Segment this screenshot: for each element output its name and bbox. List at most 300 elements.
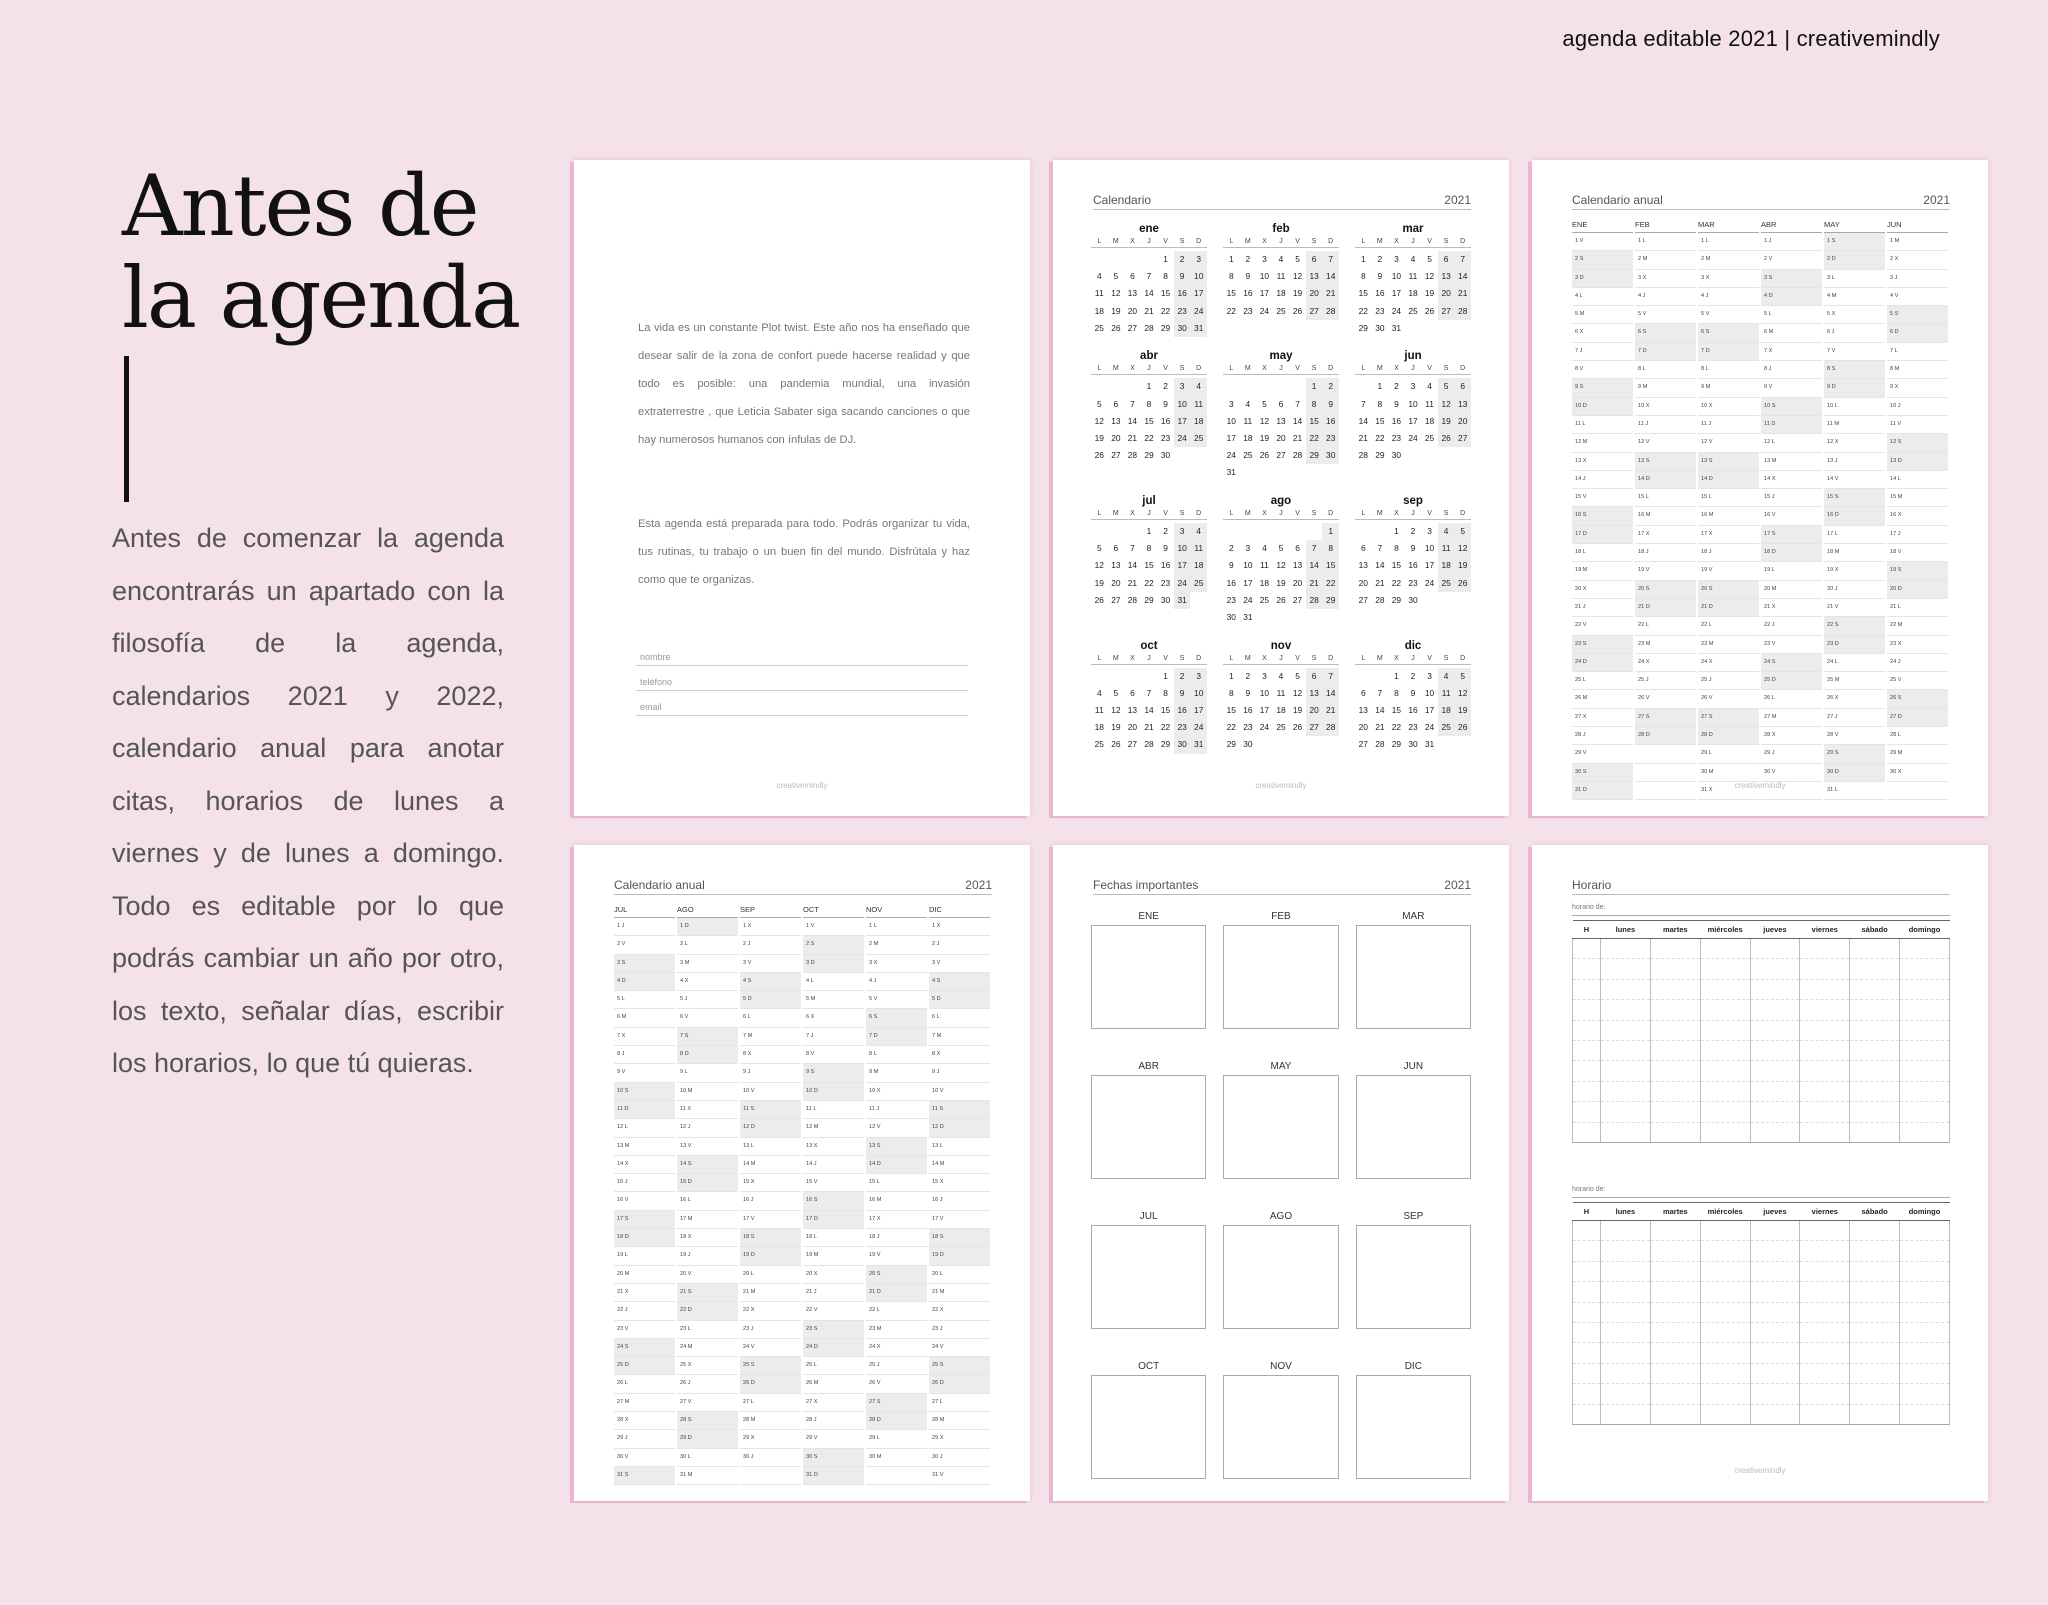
- day-cell[interactable]: 26: [1276, 594, 1286, 605]
- day-cell[interactable]: 8: [1146, 398, 1152, 409]
- schedule-cell[interactable]: [1601, 1102, 1651, 1122]
- schedule-cell[interactable]: [1573, 1322, 1601, 1342]
- annual-day-row[interactable]: 17 X: [1698, 526, 1759, 544]
- day-cell[interactable]: 26: [1454, 719, 1471, 736]
- day-cell[interactable]: 4: [1245, 398, 1251, 409]
- annual-day-row[interactable]: 22 L: [1698, 617, 1759, 635]
- day-cell[interactable]: 31: [1190, 736, 1207, 753]
- annual-day-row[interactable]: 15 L: [1698, 489, 1759, 507]
- day-cell[interactable]: 28: [1306, 592, 1323, 609]
- annual-day-row[interactable]: 21 D: [866, 1284, 927, 1302]
- day-cell[interactable]: 16: [1391, 415, 1402, 426]
- day-cell[interactable]: 23: [1226, 594, 1236, 605]
- annual-day-row[interactable]: 7 V: [1824, 343, 1885, 361]
- annual-day-row[interactable]: 15 X: [929, 1174, 990, 1192]
- annual-day-row[interactable]: 26 J: [677, 1375, 738, 1393]
- day-cell[interactable]: 30: [1174, 736, 1191, 753]
- day-cell[interactable]: 29: [1322, 592, 1339, 609]
- schedule-cell[interactable]: [1650, 1102, 1700, 1122]
- schedule-cell[interactable]: [1700, 1040, 1750, 1060]
- annual-day-row[interactable]: 21 M: [740, 1284, 801, 1302]
- schedule-cell[interactable]: [1900, 1081, 1950, 1101]
- day-cell[interactable]: 6: [1113, 543, 1119, 554]
- schedule-cell[interactable]: [1573, 1122, 1601, 1142]
- day-cell[interactable]: 17: [1174, 557, 1191, 574]
- annual-day-row[interactable]: 19 L: [614, 1247, 675, 1265]
- schedule-cell[interactable]: [1800, 1241, 1850, 1261]
- day-cell[interactable]: 5: [1113, 271, 1119, 282]
- schedule-cell[interactable]: [1800, 1102, 1850, 1122]
- annual-day-row[interactable]: 16 S: [1572, 507, 1633, 525]
- annual-day-row[interactable]: 5 L: [614, 991, 675, 1009]
- annual-day-row[interactable]: 22 L: [866, 1302, 927, 1320]
- schedule-cell[interactable]: [1800, 1000, 1850, 1020]
- schedule-cell[interactable]: [1573, 1081, 1601, 1101]
- day-cell[interactable]: 29: [1144, 594, 1154, 605]
- schedule-cell[interactable]: [1750, 979, 1800, 999]
- day-cell[interactable]: 2: [1394, 381, 1399, 392]
- schedule-cell[interactable]: [1900, 939, 1950, 959]
- annual-day-row[interactable]: 13 M: [1761, 453, 1822, 471]
- annual-day-row[interactable]: 3 V: [740, 955, 801, 973]
- day-cell[interactable]: 22: [1391, 577, 1402, 588]
- day-cell[interactable]: 21: [1127, 577, 1138, 588]
- day-cell[interactable]: 20: [1306, 285, 1323, 302]
- annual-day-row[interactable]: 26 L: [1761, 690, 1822, 708]
- schedule-cell[interactable]: [1750, 1261, 1800, 1281]
- day-cell[interactable]: 7: [1360, 398, 1366, 409]
- schedule-cell[interactable]: [1750, 1343, 1800, 1363]
- annual-day-row[interactable]: 10 L: [1824, 398, 1885, 416]
- day-cell[interactable]: 27: [1438, 303, 1455, 320]
- annual-day-row[interactable]: 18 S: [740, 1229, 801, 1247]
- day-cell[interactable]: 16: [1375, 288, 1385, 299]
- day-cell[interactable]: 13: [1292, 560, 1303, 571]
- schedule-cell[interactable]: [1800, 1322, 1850, 1342]
- annual-day-row[interactable]: 15 L: [866, 1174, 927, 1192]
- day-cell[interactable]: 9: [1394, 398, 1399, 409]
- annual-day-row[interactable]: 9 M: [1635, 379, 1696, 397]
- schedule-cell[interactable]: [1700, 939, 1750, 959]
- day-cell[interactable]: 16: [1322, 413, 1339, 430]
- annual-day-row[interactable]: 21 J: [803, 1284, 864, 1302]
- annual-day-row[interactable]: 25 D: [1761, 672, 1822, 690]
- day-cell[interactable]: 22: [1322, 575, 1339, 592]
- annual-day-row[interactable]: 27 S: [1635, 709, 1696, 727]
- day-cell[interactable]: 23: [1160, 432, 1171, 443]
- annual-day-row[interactable]: 8 J: [614, 1046, 675, 1064]
- annual-day-row[interactable]: 5 V: [1635, 306, 1696, 324]
- day-cell[interactable]: 11: [1438, 685, 1455, 702]
- day-cell[interactable]: 14: [1144, 704, 1154, 715]
- day-cell[interactable]: 22: [1226, 722, 1236, 733]
- day-cell[interactable]: 18: [1259, 577, 1270, 588]
- day-cell[interactable]: 18: [1276, 288, 1286, 299]
- annual-day-row[interactable]: 30 X: [1887, 764, 1948, 782]
- day-cell[interactable]: 13: [1454, 396, 1471, 413]
- annual-day-row[interactable]: 30 V: [1761, 764, 1822, 782]
- annual-day-row[interactable]: 13 M: [614, 1138, 675, 1156]
- annual-day-row[interactable]: 24 V: [929, 1339, 990, 1357]
- day-cell[interactable]: 28: [1322, 303, 1339, 320]
- annual-day-row[interactable]: 1 L: [1635, 233, 1696, 251]
- annual-day-row[interactable]: 16 M: [1698, 507, 1759, 525]
- annual-day-row[interactable]: 25 L: [803, 1357, 864, 1375]
- annual-day-row[interactable]: 24 X: [1698, 654, 1759, 672]
- schedule-cell[interactable]: [1800, 1343, 1850, 1363]
- schedule-cell[interactable]: [1750, 1282, 1800, 1302]
- annual-day-row[interactable]: 29 X: [929, 1430, 990, 1448]
- schedule-cell[interactable]: [1750, 1000, 1800, 1020]
- day-cell[interactable]: 11: [1094, 704, 1104, 715]
- day-cell[interactable]: 24: [1190, 719, 1207, 736]
- annual-day-row[interactable]: 1 S: [1824, 233, 1885, 251]
- day-cell[interactable]: 6: [1454, 378, 1471, 395]
- day-cell[interactable]: 9: [1245, 271, 1251, 282]
- day-cell[interactable]: 16: [1226, 577, 1236, 588]
- schedule-cell[interactable]: [1900, 1302, 1950, 1322]
- day-cell[interactable]: 13: [1111, 415, 1121, 426]
- annual-day-row[interactable]: 15 D: [677, 1174, 738, 1192]
- schedule-cell[interactable]: [1800, 1282, 1850, 1302]
- day-cell[interactable]: 31: [1424, 739, 1435, 750]
- annual-day-row[interactable]: 19 S: [1887, 562, 1948, 580]
- day-cell[interactable]: 15: [1322, 557, 1339, 574]
- day-cell[interactable]: 18: [1276, 704, 1286, 715]
- annual-day-row[interactable]: 11 L: [1572, 416, 1633, 434]
- schedule-cell[interactable]: [1900, 1404, 1950, 1424]
- day-cell[interactable]: 3: [1262, 670, 1267, 681]
- annual-day-row[interactable]: 10 J: [1887, 398, 1948, 416]
- day-cell[interactable]: 24: [1424, 577, 1435, 588]
- annual-day-row[interactable]: 11 S: [740, 1101, 801, 1119]
- day-cell[interactable]: 10: [1424, 687, 1435, 698]
- day-cell[interactable]: 1: [1322, 523, 1339, 540]
- annual-day-row[interactable]: 4 S: [929, 973, 990, 991]
- annual-day-row[interactable]: 5 V: [866, 991, 927, 1009]
- day-cell[interactable]: 19: [1292, 704, 1303, 715]
- annual-day-row[interactable]: 12 D: [929, 1119, 990, 1137]
- day-cell[interactable]: 18: [1424, 415, 1435, 426]
- day-cell[interactable]: 7: [1322, 251, 1339, 268]
- day-cell[interactable]: 12: [1292, 687, 1303, 698]
- annual-day-row[interactable]: 1 V: [1572, 233, 1633, 251]
- day-cell[interactable]: 17: [1424, 560, 1435, 571]
- day-cell[interactable]: 14: [1292, 415, 1303, 426]
- annual-day-row[interactable]: 13 S: [1635, 453, 1696, 471]
- day-cell[interactable]: 15: [1375, 415, 1385, 426]
- schedule-cell[interactable]: [1850, 1404, 1900, 1424]
- annual-day-row[interactable]: 19 M: [1572, 562, 1633, 580]
- annual-day-row[interactable]: 20 S: [866, 1266, 927, 1284]
- annual-day-row[interactable]: 20 V: [677, 1266, 738, 1284]
- annual-day-row[interactable]: 27 X: [803, 1394, 864, 1412]
- day-cell[interactable]: 26: [1094, 594, 1104, 605]
- day-cell[interactable]: 27: [1127, 322, 1138, 333]
- annual-day-row[interactable]: 9 V: [614, 1064, 675, 1082]
- annual-day-row[interactable]: 27 S: [866, 1394, 927, 1412]
- schedule-cell[interactable]: [1650, 1040, 1700, 1060]
- day-cell[interactable]: 5: [1295, 254, 1300, 264]
- day-cell[interactable]: 29: [1391, 739, 1402, 750]
- annual-day-row[interactable]: 8 L: [1635, 361, 1696, 379]
- day-cell[interactable]: 25: [1408, 305, 1418, 316]
- day-cell[interactable]: 3: [1245, 543, 1251, 554]
- day-cell[interactable]: 31: [1391, 322, 1402, 333]
- annual-day-row[interactable]: 2 L: [677, 936, 738, 954]
- schedule-cell[interactable]: [1700, 1102, 1750, 1122]
- day-cell[interactable]: 12: [1111, 704, 1121, 715]
- schedule-cell[interactable]: [1900, 1384, 1950, 1404]
- schedule-cell[interactable]: [1573, 959, 1601, 979]
- annual-day-row[interactable]: 6 M: [614, 1009, 675, 1027]
- schedule-cell[interactable]: [1601, 1000, 1651, 1020]
- day-cell[interactable]: 12: [1111, 288, 1121, 299]
- day-cell[interactable]: 4: [1278, 254, 1284, 264]
- day-cell[interactable]: 15: [1226, 704, 1236, 715]
- annual-day-row[interactable]: 3 D: [803, 955, 864, 973]
- annual-day-row[interactable]: 14 L: [1887, 471, 1948, 489]
- annual-day-row[interactable]: 12 V: [866, 1119, 927, 1137]
- day-cell[interactable]: 3: [1394, 254, 1399, 264]
- day-cell[interactable]: 2: [1245, 670, 1251, 681]
- schedule-cell[interactable]: [1900, 1343, 1950, 1363]
- annual-day-row[interactable]: 10 D: [803, 1083, 864, 1101]
- schedule-cell[interactable]: [1650, 1061, 1700, 1081]
- annual-day-row[interactable]: 15 V: [803, 1174, 864, 1192]
- date-notes-box[interactable]: [1356, 1225, 1471, 1329]
- day-cell[interactable]: 9: [1163, 398, 1168, 409]
- schedule-cell[interactable]: [1900, 1282, 1950, 1302]
- annual-day-row[interactable]: 20 S: [1698, 581, 1759, 599]
- schedule-cell[interactable]: [1601, 1061, 1651, 1081]
- day-cell[interactable]: 17: [1243, 577, 1253, 588]
- day-cell[interactable]: 25: [1190, 575, 1207, 592]
- annual-day-row[interactable]: 28 L: [1887, 727, 1948, 745]
- annual-day-row[interactable]: 14 J: [803, 1156, 864, 1174]
- schedule-cell[interactable]: [1700, 1343, 1750, 1363]
- annual-day-row[interactable]: 27 J: [1824, 709, 1885, 727]
- schedule-cell[interactable]: [1601, 1040, 1651, 1060]
- annual-day-row[interactable]: 14 X: [1761, 471, 1822, 489]
- day-cell[interactable]: 1: [1377, 381, 1383, 392]
- day-cell[interactable]: 14: [1375, 560, 1385, 571]
- day-cell[interactable]: 18: [1190, 557, 1207, 574]
- annual-day-row[interactable]: 15 J: [614, 1174, 675, 1192]
- schedule-cell[interactable]: [1850, 1241, 1900, 1261]
- day-cell[interactable]: 11: [1276, 687, 1286, 698]
- annual-day-row[interactable]: 27 X: [1572, 709, 1633, 727]
- schedule-cell[interactable]: [1650, 1282, 1700, 1302]
- annual-day-row[interactable]: 10 M: [677, 1083, 738, 1101]
- day-cell[interactable]: 26: [1454, 575, 1471, 592]
- schedule-cell[interactable]: [1850, 959, 1900, 979]
- annual-day-row[interactable]: 22 V: [803, 1302, 864, 1320]
- schedule-cell[interactable]: [1850, 1081, 1900, 1101]
- day-cell[interactable]: 28: [1144, 739, 1154, 750]
- day-cell[interactable]: 13: [1127, 704, 1138, 715]
- annual-day-row[interactable]: 5 X: [1824, 306, 1885, 324]
- day-cell[interactable]: 24: [1424, 722, 1435, 733]
- day-cell[interactable]: 5: [1096, 543, 1102, 554]
- schedule-cell[interactable]: [1573, 1282, 1601, 1302]
- day-cell[interactable]: 1: [1163, 670, 1168, 681]
- day-cell[interactable]: 7: [1377, 543, 1383, 554]
- day-cell[interactable]: 22: [1160, 305, 1171, 316]
- annual-day-row[interactable]: 20 M: [614, 1266, 675, 1284]
- annual-day-row[interactable]: 7 D: [1635, 343, 1696, 361]
- schedule-cell[interactable]: [1700, 1221, 1750, 1241]
- day-cell[interactable]: 21: [1375, 577, 1385, 588]
- day-cell[interactable]: 11: [1190, 540, 1207, 557]
- annual-day-row[interactable]: 19 L: [1761, 562, 1822, 580]
- annual-day-row[interactable]: 4 M: [1824, 288, 1885, 306]
- annual-day-row[interactable]: 12 M: [1572, 434, 1633, 452]
- annual-day-row[interactable]: 21 S: [677, 1284, 738, 1302]
- annual-day-row[interactable]: 7 J: [1572, 343, 1633, 361]
- schedule-cell[interactable]: [1700, 1302, 1750, 1322]
- schedule-cell[interactable]: [1800, 1061, 1850, 1081]
- day-cell[interactable]: 10: [1408, 398, 1418, 409]
- day-cell[interactable]: 11: [1094, 288, 1104, 299]
- annual-day-row[interactable]: 1 L: [1698, 233, 1759, 251]
- day-cell[interactable]: 9: [1228, 560, 1234, 571]
- annual-day-row[interactable]: 3 M: [677, 955, 738, 973]
- schedule-cell[interactable]: [1601, 1302, 1651, 1322]
- phone-field[interactable]: teléfono: [636, 667, 968, 691]
- day-cell[interactable]: 25: [1276, 722, 1286, 733]
- annual-day-row[interactable]: 7 X: [1761, 343, 1822, 361]
- day-cell[interactable]: 30: [1243, 739, 1253, 750]
- schedule-cell[interactable]: [1750, 1404, 1800, 1424]
- day-cell[interactable]: 26: [1111, 739, 1121, 750]
- annual-day-row[interactable]: 4 X: [677, 973, 738, 991]
- annual-day-row[interactable]: 26 M: [1572, 690, 1633, 708]
- annual-day-row[interactable]: 25 L: [1572, 672, 1633, 690]
- day-cell[interactable]: 27: [1358, 594, 1368, 605]
- annual-day-row[interactable]: 3 X: [866, 955, 927, 973]
- day-cell[interactable]: 21: [1306, 575, 1323, 592]
- day-cell[interactable]: 28: [1454, 303, 1471, 320]
- day-cell[interactable]: 26: [1259, 450, 1270, 461]
- day-cell[interactable]: 15: [1160, 704, 1171, 715]
- day-cell[interactable]: 11: [1408, 271, 1418, 282]
- annual-day-row[interactable]: 8 X: [929, 1046, 990, 1064]
- date-notes-box[interactable]: [1091, 1075, 1206, 1179]
- annual-day-row[interactable]: 17 D: [1572, 526, 1633, 544]
- annual-day-row[interactable]: 18 S: [929, 1229, 990, 1247]
- day-cell[interactable]: 8: [1163, 687, 1168, 698]
- day-cell[interactable]: 7: [1146, 687, 1152, 698]
- annual-day-row[interactable]: 24 X: [866, 1339, 927, 1357]
- annual-day-row[interactable]: 28 X: [614, 1412, 675, 1430]
- annual-day-row[interactable]: 2 M: [1635, 251, 1696, 269]
- day-cell[interactable]: 10: [1226, 415, 1236, 426]
- day-cell[interactable]: 13: [1306, 268, 1323, 285]
- schedule-cell[interactable]: [1573, 1221, 1601, 1241]
- annual-day-row[interactable]: 20 X: [1572, 581, 1633, 599]
- day-cell[interactable]: 15: [1306, 413, 1323, 430]
- schedule-cell[interactable]: [1800, 1040, 1850, 1060]
- annual-day-row[interactable]: 4 D: [614, 973, 675, 991]
- schedule-cell[interactable]: [1850, 1020, 1900, 1040]
- annual-day-row[interactable]: 9 L: [677, 1064, 738, 1082]
- annual-day-row[interactable]: 23 V: [1761, 636, 1822, 654]
- annual-day-row[interactable]: 22 J: [1761, 617, 1822, 635]
- annual-day-row[interactable]: 21 D: [1698, 599, 1759, 617]
- day-cell[interactable]: 19: [1424, 288, 1435, 299]
- annual-day-row[interactable]: 29 V: [803, 1430, 864, 1448]
- annual-day-row[interactable]: 8 D: [677, 1046, 738, 1064]
- annual-day-row[interactable]: 23 M: [1635, 636, 1696, 654]
- schedule-cell[interactable]: [1573, 1241, 1601, 1261]
- annual-day-row[interactable]: 25 S: [740, 1357, 801, 1375]
- day-cell[interactable]: 11: [1425, 398, 1434, 409]
- day-cell[interactable]: 4: [1438, 523, 1455, 540]
- day-cell[interactable]: 21: [1454, 285, 1471, 302]
- day-cell[interactable]: 25: [1094, 739, 1104, 750]
- annual-day-row[interactable]: 18 D: [1761, 544, 1822, 562]
- annual-day-row[interactable]: 16 V: [1761, 507, 1822, 525]
- annual-day-row[interactable]: 14 D: [1635, 471, 1696, 489]
- annual-day-row[interactable]: 29 X: [740, 1430, 801, 1448]
- day-cell[interactable]: 14: [1454, 268, 1471, 285]
- day-cell[interactable]: 4: [1427, 381, 1432, 392]
- annual-day-row[interactable]: 21 J: [1572, 599, 1633, 617]
- day-cell[interactable]: 17: [1259, 288, 1270, 299]
- annual-day-row[interactable]: 22 X: [740, 1302, 801, 1320]
- schedule-cell[interactable]: [1850, 1302, 1900, 1322]
- schedule-cell[interactable]: [1650, 1020, 1700, 1040]
- annual-day-row[interactable]: 14 V: [1824, 471, 1885, 489]
- day-cell[interactable]: 23: [1160, 577, 1171, 588]
- annual-day-row[interactable]: 19 V: [1635, 562, 1696, 580]
- day-cell[interactable]: 1: [1306, 378, 1323, 395]
- day-cell[interactable]: 29: [1160, 739, 1171, 750]
- annual-day-row[interactable]: 17 S: [1761, 526, 1822, 544]
- day-cell[interactable]: 19: [1111, 722, 1121, 733]
- annual-day-row[interactable]: 26 M: [803, 1375, 864, 1393]
- annual-day-row[interactable]: 7 J: [803, 1028, 864, 1046]
- day-cell[interactable]: 22: [1375, 432, 1385, 443]
- annual-day-row[interactable]: 19 J: [677, 1247, 738, 1265]
- day-cell[interactable]: 27: [1306, 303, 1323, 320]
- annual-day-row[interactable]: 18 J: [1635, 544, 1696, 562]
- day-cell[interactable]: 18: [1408, 288, 1418, 299]
- date-notes-box[interactable]: [1223, 1225, 1338, 1329]
- schedule-cell[interactable]: [1750, 1363, 1800, 1383]
- day-cell[interactable]: 19: [1276, 577, 1286, 588]
- schedule-cell[interactable]: [1800, 979, 1850, 999]
- day-cell[interactable]: 5: [1113, 687, 1119, 698]
- day-cell[interactable]: 16: [1408, 560, 1418, 571]
- schedule-cell[interactable]: [1601, 1322, 1651, 1342]
- annual-day-row[interactable]: 17 S: [614, 1211, 675, 1229]
- day-cell[interactable]: 6: [1360, 543, 1366, 554]
- schedule-cell[interactable]: [1573, 1061, 1601, 1081]
- schedule-cell[interactable]: [1850, 1322, 1900, 1342]
- day-cell[interactable]: 8: [1360, 271, 1366, 282]
- annual-day-row[interactable]: 4 J: [1698, 288, 1759, 306]
- day-cell[interactable]: 9: [1377, 271, 1383, 282]
- schedule-cell[interactable]: [1700, 1081, 1750, 1101]
- day-cell[interactable]: 24: [1408, 432, 1418, 443]
- annual-day-row[interactable]: 11 M: [1824, 416, 1885, 434]
- day-cell[interactable]: 25: [1424, 432, 1435, 443]
- day-cell[interactable]: 25: [1438, 719, 1455, 736]
- annual-day-row[interactable]: 9 X: [1887, 379, 1948, 397]
- day-cell[interactable]: 11: [1438, 540, 1455, 557]
